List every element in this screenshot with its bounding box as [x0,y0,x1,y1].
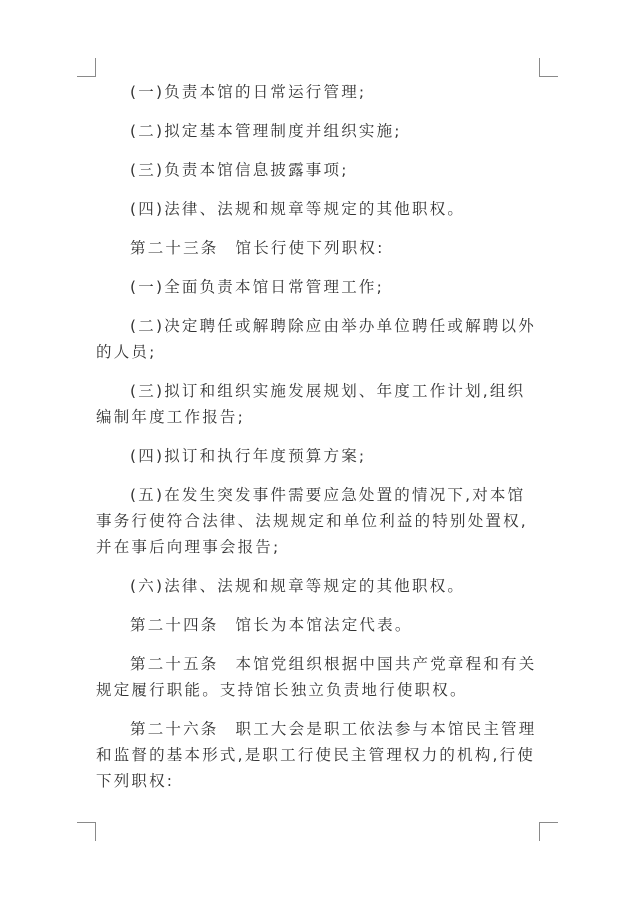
crop-mark-top-right [539,58,558,77]
article-text: 馆长为本馆法定代表。 [235,616,413,634]
article-paragraph [96,612,540,638]
article-paragraph [96,235,540,261]
crop-mark-bottom-right [539,822,558,841]
crop-mark-top-left [77,58,96,77]
paragraph: (一)全面负责本馆日常管理工作; [130,278,385,296]
article-paragraph [96,651,540,703]
article-text: 馆长行使下列职权: [235,239,385,257]
article-number: 第二十六条 [130,720,219,738]
document-body [96,79,540,807]
article-text: 本馆党组织根据中国共产党章程和有关规定履行职能。支持馆长独立负责地行使职权。 [96,655,537,699]
paragraph: (一)负责本馆的日常运行管理; [130,83,367,101]
crop-mark-bottom-left [77,822,96,841]
article-number: 第二十四条 [130,616,219,634]
paragraph: (六)法律、法规和规章等规定的其他职权。 [130,577,466,595]
article-number: 第二十五条 [130,655,219,673]
article-text: 职工大会是职工依法参与本馆民主管理和监督的基本形式,是职工行使民主管理权力的机构,行使下列职权: [96,720,537,790]
paragraph: (五)在发生突发事件需要应急处置的情况下,对本馆事务行使符合法律、法规规定和单位利益的特别处置权,并在事后向理事会报告; [96,486,528,556]
paragraph: (四)拟订和执行年度预算方案; [130,447,367,465]
paragraph: (二)拟定基本管理制度并组织实施; [130,122,402,140]
article-number: 第二十三条 [130,239,219,257]
paragraph: (二)决定聘任或解聘除应由举办单位聘任或解聘以外的人员; [96,317,536,361]
paragraph: (三)拟订和组织实施发展规划、年度工作计划,组织编制年度工作报告; [96,382,526,426]
paragraph: (三)负责本馆信息披露事项; [130,161,349,179]
paragraph: (四)法律、法规和规章等规定的其他职权。 [130,200,466,218]
article-paragraph [96,716,540,794]
